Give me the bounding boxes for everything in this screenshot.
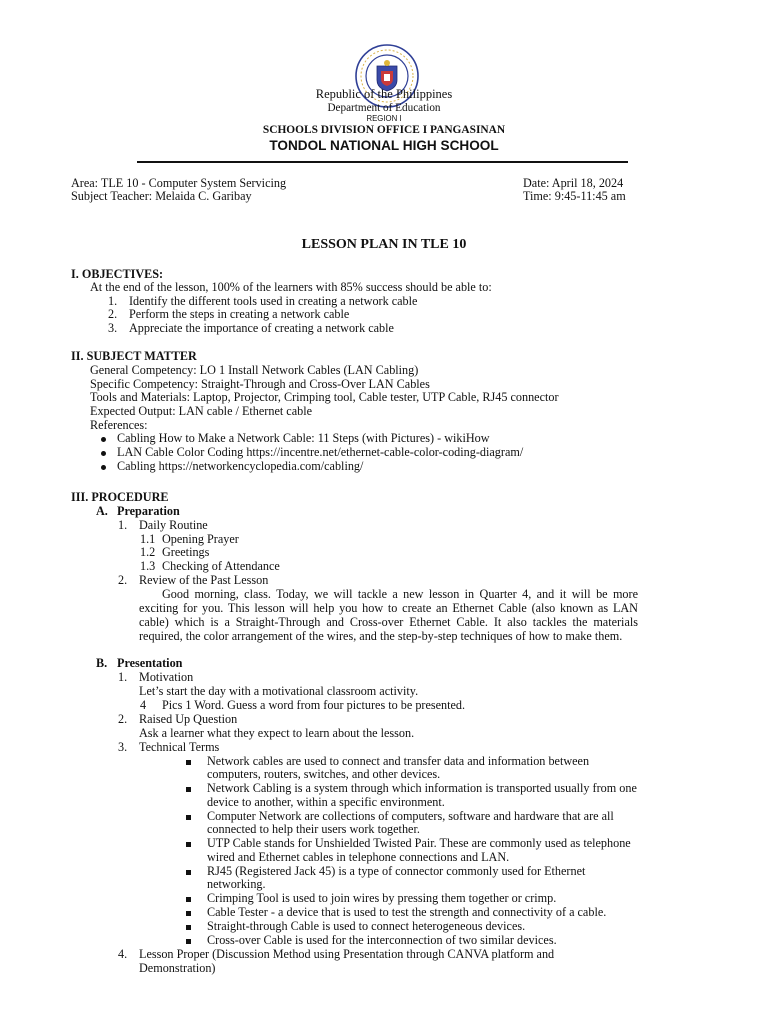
term-line: device to another, within a specific environment. [207, 795, 445, 809]
review-paragraph-line: cable) which is a Straight-Through and Cross-over Ethernet Cable. It also tackles the materials [139, 615, 638, 629]
activity-number: 4 [140, 698, 147, 712]
technical-terms-title: Technical Terms [139, 740, 220, 754]
tools-materials: Tools and Materials: Laptop, Projector, Crimping tool, Cable tester, UTP Cable, RJ45 connector [90, 390, 559, 404]
time-text: Time: 9:45-11:45 am [523, 189, 626, 203]
division-line: SCHOOLS DIVISION OFFICE I PANGASINAN [262, 124, 506, 136]
square-bullet-icon [186, 939, 191, 944]
presentation-heading: Presentation [117, 656, 183, 670]
activity-text: Pics 1 Word. Guess a word from four pictures to be presented. [162, 698, 466, 712]
square-bullet-icon [186, 897, 191, 902]
term-line: wired and Ethernet cables in telephone connections and LAN. [207, 850, 510, 864]
term-line: Straight-through Cable is used to connect heterogeneous devices. [207, 919, 526, 933]
term-line: connected to help their users work together. [207, 822, 420, 836]
objective-number: 1. [108, 294, 118, 308]
motivation-text: Let’s start the day with a motivational classroom activity. [139, 684, 419, 698]
lesson-proper-line: Demonstration) [139, 961, 216, 975]
specific-competency: Specific Competency: Straight-Through and Cross-Over LAN Cables [90, 377, 430, 391]
header-divider [137, 161, 628, 163]
area-text: Area: TLE 10 - Computer System Servicing [71, 176, 287, 190]
section-letter: A. [96, 504, 108, 518]
square-bullet-icon [186, 815, 191, 820]
step-number: 3. [118, 740, 128, 754]
term-line: networking. [207, 877, 266, 891]
term-line: Computer Network are collections of computers, software and hardware that are all [207, 809, 614, 823]
review-paragraph-line: required, the color arrangement of the wires, and the step-by-step techniques of how to make them. [139, 629, 623, 643]
motivation-title: Motivation [139, 670, 194, 684]
review-title: Review of the Past Lesson [139, 573, 269, 587]
square-bullet-icon [186, 842, 191, 847]
term-line: Cable Tester - a device that is used to test the strength and connectivity of a cable. [207, 905, 607, 919]
objective-item: Perform the steps in creating a network cable [129, 307, 350, 321]
reference-item: Cabling How to Make a Network Cable: 11 Steps (with Pictures) - wikiHow [117, 431, 490, 445]
lesson-proper-line: Lesson Proper (Discussion Method using Presentation through CANVA platform and [139, 947, 555, 961]
expected-output: Expected Output: LAN cable / Ethernet cable [90, 404, 312, 418]
review-paragraph-line: exciting for you. This lesson will help you how to create an Ethernet Cable (also known as LAN [139, 601, 638, 615]
date-text: Date: April 18, 2024 [523, 176, 624, 190]
routine-item: Opening Prayer [162, 532, 239, 546]
reference-item: LAN Cable Color Coding https://incentre.net/ethernet-cable-color-coding-diagram/ [117, 445, 524, 459]
routine-number: 1.1 [140, 532, 156, 546]
step-number: 1. [118, 670, 128, 684]
references-label: References: [90, 418, 148, 432]
review-paragraph-line: Good morning, class. Today, we will tackle a new lesson in Quarter 4, and it will be more [162, 587, 638, 601]
term-line: computers, routers, switches, and other devices. [207, 767, 441, 781]
reference-item: Cabling https://networkencyclopedia.com/cabling/ [117, 459, 364, 473]
bullet-icon [101, 437, 106, 442]
routine-item: Checking of Attendance [162, 559, 280, 573]
objectives-intro: At the end of the lesson, 100% of the learners with 85% success should be able to: [90, 280, 492, 294]
step-number: 2. [118, 712, 128, 726]
term-line: Crimping Tool is used to join wires by pressing them together or crimp. [207, 891, 557, 905]
step-number: 2. [118, 573, 128, 587]
term-line: Cross-over Cable is used for the interconnection of two similar devices. [207, 933, 557, 947]
raised-question-title: Raised Up Question [139, 712, 238, 726]
department-line: Department of Education [327, 102, 441, 114]
subject-matter-heading: II. SUBJECT MATTER [71, 349, 197, 363]
square-bullet-icon [186, 760, 191, 765]
step-number: 4. [118, 947, 128, 961]
page-title: LESSON PLAN IN TLE 10 [301, 237, 467, 252]
routine-item: Greetings [162, 545, 210, 559]
square-bullet-icon [186, 870, 191, 875]
daily-routine-title: Daily Routine [139, 518, 208, 532]
objective-number: 3. [108, 321, 118, 335]
section-letter: B. [96, 656, 108, 670]
term-line: Network Cabling is a system through which information is transported usually from one [207, 781, 637, 795]
step-number: 1. [118, 518, 128, 532]
procedure-heading: III. PROCEDURE [71, 490, 169, 504]
routine-number: 1.2 [140, 545, 156, 559]
square-bullet-icon [186, 787, 191, 792]
school-name: TONDOL NATIONAL HIGH SCHOOL [269, 138, 499, 153]
objective-item: Identify the different tools used in creating a network cable [129, 294, 418, 308]
objective-item: Appreciate the importance of creating a network cable [129, 321, 394, 335]
republic-line: Republic of the Philippines [315, 87, 453, 101]
preparation-heading: Preparation [117, 504, 180, 518]
raised-question-text: Ask a learner what they expect to learn about the lesson. [139, 726, 415, 740]
term-line: RJ45 (Registered Jack 45) is a type of connector commonly used for Ethernet [207, 864, 586, 878]
term-line: UTP Cable stands for Unshielded Twisted Pair. These are commonly used as telephone [207, 836, 631, 850]
term-line: Network cables are used to connect and transfer data and information between [207, 754, 590, 768]
general-competency: General Competency: LO 1 Install Network Cables (LAN Cabling) [90, 363, 419, 377]
square-bullet-icon [186, 911, 191, 916]
bullet-icon [101, 465, 106, 470]
objective-number: 2. [108, 307, 118, 321]
region-line: REGION I [366, 114, 402, 123]
teacher-text: Subject Teacher: Melaida C. Garibay [71, 189, 252, 203]
objectives-heading: I. OBJECTIVES: [71, 267, 164, 281]
routine-number: 1.3 [140, 559, 156, 573]
bullet-icon [101, 451, 106, 456]
square-bullet-icon [186, 925, 191, 930]
